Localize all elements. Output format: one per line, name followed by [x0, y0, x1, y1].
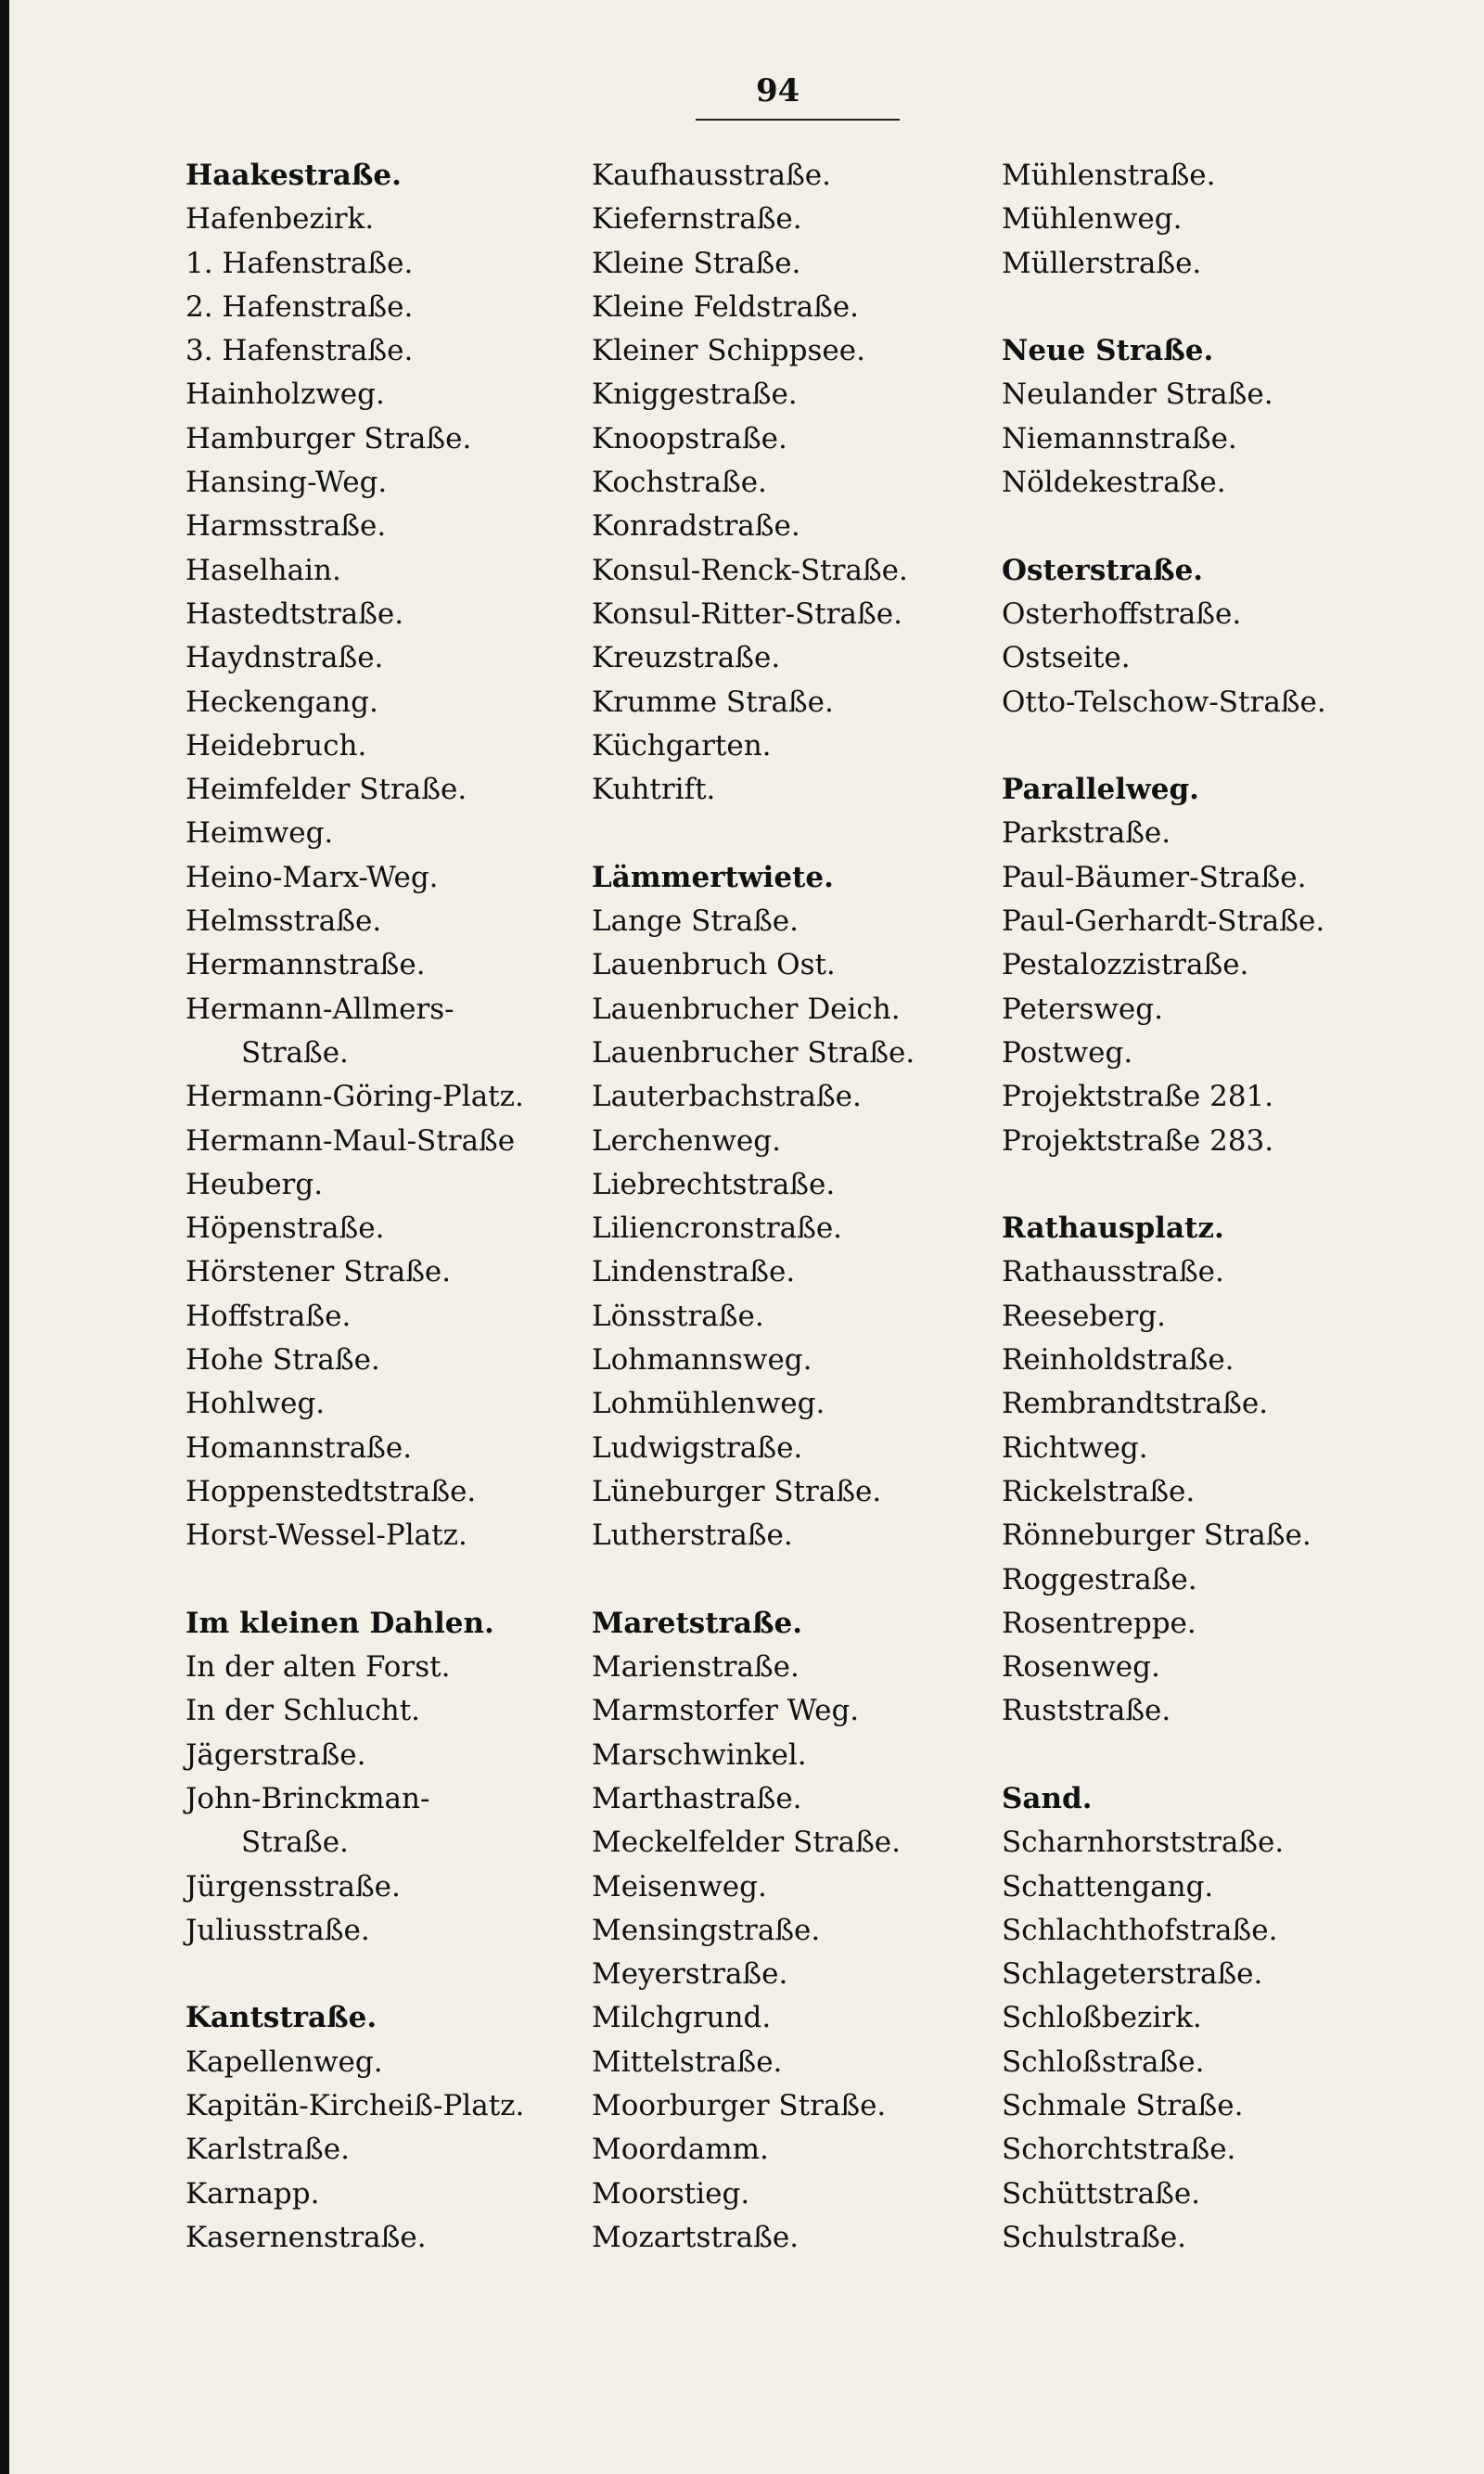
street-entry: Konsul-Ritter-Straße. — [592, 596, 902, 631]
street-entry: Pestalozzistraße. — [1002, 948, 1249, 982]
street-entry: Helmsstraße. — [186, 904, 382, 939]
street-entry: Meisenweg. — [592, 1869, 767, 1904]
street-entry: Rosenweg. — [1002, 1650, 1160, 1685]
street-entry: Hastedtstraße. — [186, 596, 404, 631]
street-entry: Juliusstraße. — [186, 1913, 370, 1947]
street-entry: Straße. — [241, 1035, 349, 1070]
street-entry: Rathausstraße. — [1002, 1255, 1224, 1289]
street-entry: Rönneburger Straße. — [1002, 1519, 1311, 1553]
section-gap — [1002, 505, 1326, 548]
street-entry: Haydnstraße. — [186, 641, 384, 675]
street-entry: Otto-Telschow-Straße. — [1002, 685, 1326, 719]
street-entry: John-Brinckman- — [186, 1781, 430, 1815]
street-column-2 — [592, 154, 915, 2260]
street-entry: Hermannstraße. — [186, 948, 426, 982]
street-entry: Roggestraße. — [1002, 1562, 1197, 1596]
street-entry: Lauenbruch Ost. — [592, 948, 836, 982]
street-entry: Marmstorfer Weg. — [592, 1694, 860, 1728]
street-entry: Marienstraße. — [592, 1650, 800, 1685]
street-entry: Kreuzstraße. — [592, 641, 781, 675]
section-heading-street: Maretstraße. — [592, 1606, 803, 1640]
street-entry: Lindenstraße. — [592, 1255, 796, 1289]
street-entry: Neulander Straße. — [1002, 378, 1273, 412]
street-entry: Hoffstraße. — [186, 1299, 352, 1333]
street-entry: Rickelstraße. — [1002, 1474, 1196, 1508]
section-gap — [1002, 1163, 1326, 1207]
section-gap — [1002, 286, 1326, 329]
street-entry: Mozartstraße. — [592, 2220, 800, 2254]
street-entry: Kleine Feldstraße. — [592, 289, 859, 324]
street-entry: Paul-Gerhardt-Straße. — [1002, 904, 1325, 939]
street-entry: Ludwigstraße. — [592, 1430, 803, 1465]
section-gap — [592, 1558, 915, 1602]
street-entry: Schattengang. — [1002, 1869, 1214, 1904]
street-entry: Paul-Bäumer-Straße. — [1002, 860, 1307, 894]
street-entry: Lerchenweg. — [592, 1123, 781, 1158]
street-entry: Hohe Straße. — [186, 1343, 380, 1378]
street-entry: Projektstraße 281. — [1002, 1080, 1274, 1114]
street-entry: Horst-Wessel-Platz. — [186, 1519, 467, 1553]
street-entry: Konradstraße. — [592, 509, 800, 544]
street-entry: Jägerstraße. — [186, 1737, 366, 1772]
street-entry: Mensingstraße. — [592, 1913, 821, 1947]
street-entry: Kleiner Schippsee. — [592, 334, 865, 368]
street-entry: Meyerstraße. — [592, 1957, 788, 1992]
street-entry: Hainholzweg. — [186, 378, 385, 412]
section-heading-street: Haakestraße. — [186, 159, 402, 192]
section-gap — [1002, 724, 1326, 768]
street-entry: Lauenbrucher Deich. — [592, 992, 901, 1026]
street-entry: Schmale Straße. — [1002, 2089, 1244, 2123]
street-entry: Kapellenweg. — [186, 2045, 383, 2079]
street-entry: Osterhoffstraße. — [1002, 596, 1242, 631]
street-entry: Straße. — [241, 1826, 349, 1860]
section-heading-street: Parallelweg. — [1002, 773, 1199, 807]
street-entry: Mühlenweg. — [1002, 202, 1183, 237]
street-entry: Schlageterstraße. — [1002, 1957, 1263, 1992]
street-entry: Schulstraße. — [1002, 2220, 1187, 2254]
street-entry: Kasernenstraße. — [186, 2220, 427, 2254]
street-entry: Hoppenstedtstraße. — [186, 1474, 477, 1508]
street-entry: Meckelfelder Straße. — [592, 1826, 901, 1860]
street-entry: Kniggestraße. — [592, 378, 798, 412]
street-entry: Parkstraße. — [1002, 816, 1171, 851]
street-entry: Rosentreppe. — [1002, 1606, 1196, 1640]
street-entry: Heckengang. — [186, 685, 378, 719]
street-entry: Schüttstraße. — [1002, 2176, 1201, 2211]
street-entry: Kleine Straße. — [592, 246, 801, 280]
street-entry: Moorburger Straße. — [592, 2089, 887, 2123]
street-entry: Hermann-Maul-Straße — [186, 1123, 516, 1158]
street-entry: Petersweg. — [1002, 992, 1163, 1026]
street-entry: Mittelstraße. — [592, 2045, 783, 2079]
street-entry: Hohlweg. — [186, 1387, 326, 1421]
page-number-rule — [696, 119, 900, 121]
section-heading-street: Osterstraße. — [1002, 553, 1204, 587]
street-entry: Liebrechtstraße. — [592, 1167, 836, 1201]
street-entry: 1. Hafenstraße. — [186, 246, 414, 280]
street-entry: In der Schlucht. — [186, 1694, 421, 1728]
street-entry: Milchgrund. — [592, 2001, 772, 2035]
street-entry: Heimweg. — [186, 816, 334, 851]
street-column-3 — [1002, 154, 1326, 2260]
street-entry: Niemannstraße. — [1002, 421, 1237, 455]
street-entry: Kapitän-Kircheiß-Platz. — [186, 2089, 525, 2123]
street-entry: Küchgarten. — [592, 728, 772, 763]
street-entry: Jürgensstraße. — [186, 1869, 401, 1904]
street-entry: Harmsstraße. — [186, 509, 387, 544]
street-entry: Schloßstraße. — [1002, 2045, 1205, 2079]
street-entry: Heimfelder Straße. — [186, 773, 467, 807]
section-heading-street: Neue Straße. — [1002, 334, 1214, 368]
street-entry: Rembrandtstraße. — [1002, 1387, 1269, 1421]
street-entry: Postweg. — [1002, 1035, 1133, 1070]
street-entry: Höpenstraße. — [186, 1211, 385, 1246]
street-entry: 3. Hafenstraße. — [186, 334, 414, 368]
street-entry: Ruststraße. — [1002, 1694, 1171, 1728]
section-heading-street: Sand. — [1002, 1781, 1093, 1815]
street-entry: Müllerstraße. — [1002, 246, 1202, 280]
street-entry: Schorchtstraße. — [1002, 2133, 1236, 2167]
street-entry: Heuberg. — [186, 1167, 324, 1201]
street-entry: Schloßbezirk. — [1002, 2001, 1202, 2035]
street-entry: Haselhain. — [186, 553, 341, 587]
street-entry: In der alten Forst. — [186, 1650, 451, 1685]
street-entry: Hamburger Straße. — [186, 421, 472, 455]
street-entry: Ostseite. — [1002, 641, 1131, 675]
section-heading-street: Kantstraße. — [186, 2001, 377, 2035]
street-entry: Heidebruch. — [186, 728, 367, 763]
street-entry: Moorstieg. — [592, 2176, 750, 2211]
street-entry: Projektstraße 283. — [1002, 1123, 1274, 1158]
street-entry: Lönsstraße. — [592, 1299, 764, 1333]
street-entry: Homannstraße. — [186, 1430, 413, 1465]
street-entry: Nöldekestraße. — [1002, 466, 1226, 500]
street-entry: Scharnhorststraße. — [1002, 1826, 1285, 1860]
street-entry: Hafenbezirk. — [186, 202, 375, 237]
section-gap — [186, 1953, 524, 1996]
street-entry: Hörstener Straße. — [186, 1255, 452, 1289]
street-entry: Konsul-Renck-Straße. — [592, 553, 908, 587]
street-entry: 2. Hafenstraße. — [186, 289, 414, 324]
street-entry: Kaufhausstraße. — [592, 159, 831, 192]
section-heading-street: Im kleinen Dahlen. — [186, 1606, 494, 1640]
street-entry: Lohmannsweg. — [592, 1343, 812, 1378]
street-entry: Kuhtrift. — [592, 773, 716, 807]
street-entry: Liliencronstraße. — [592, 1211, 843, 1246]
street-entry: Hermann-Allmers- — [186, 992, 454, 1026]
section-gap — [1002, 1734, 1326, 1777]
street-entry: Lauterbachstraße. — [592, 1080, 862, 1114]
street-entry: Reinholdstraße. — [1002, 1343, 1235, 1378]
section-heading-street: Lämmertwiete. — [592, 860, 834, 894]
section-gap — [186, 1558, 524, 1602]
street-entry: Mühlenstraße. — [1002, 159, 1216, 192]
section-heading-street: Rathausplatz. — [1002, 1211, 1224, 1246]
street-entry: Krumme Straße. — [592, 685, 834, 719]
street-entry: Marthastraße. — [592, 1781, 802, 1815]
page-number: 94 — [756, 72, 800, 109]
street-entry: Lutherstraße. — [592, 1519, 793, 1553]
section-gap — [592, 812, 915, 855]
street-column-1 — [186, 154, 524, 2260]
street-entry: Moordamm. — [592, 2133, 769, 2167]
street-entry: Richtweg. — [1002, 1430, 1148, 1465]
street-entry: Lüneburger Straße. — [592, 1474, 882, 1508]
street-entry: Schlachthofstraße. — [1002, 1913, 1278, 1947]
street-entry: Lauenbrucher Straße. — [592, 1035, 915, 1070]
street-entry: Hermann-Göring-Platz. — [186, 1080, 524, 1114]
street-entry: Lohmühlenweg. — [592, 1387, 825, 1421]
street-entry: Kochstraße. — [592, 466, 767, 500]
street-entry: Marschwinkel. — [592, 1737, 807, 1772]
street-entry: Reeseberg. — [1002, 1299, 1166, 1333]
street-entry: Karlstraße. — [186, 2133, 350, 2167]
street-entry: Kiefernstraße. — [592, 202, 802, 237]
street-entry: Knoopstraße. — [592, 421, 787, 455]
street-entry: Hansing-Weg. — [186, 466, 388, 500]
street-entry: Karnapp. — [186, 2176, 320, 2211]
street-entry: Heino-Marx-Weg. — [186, 860, 439, 894]
street-entry: Lange Straße. — [592, 904, 799, 939]
